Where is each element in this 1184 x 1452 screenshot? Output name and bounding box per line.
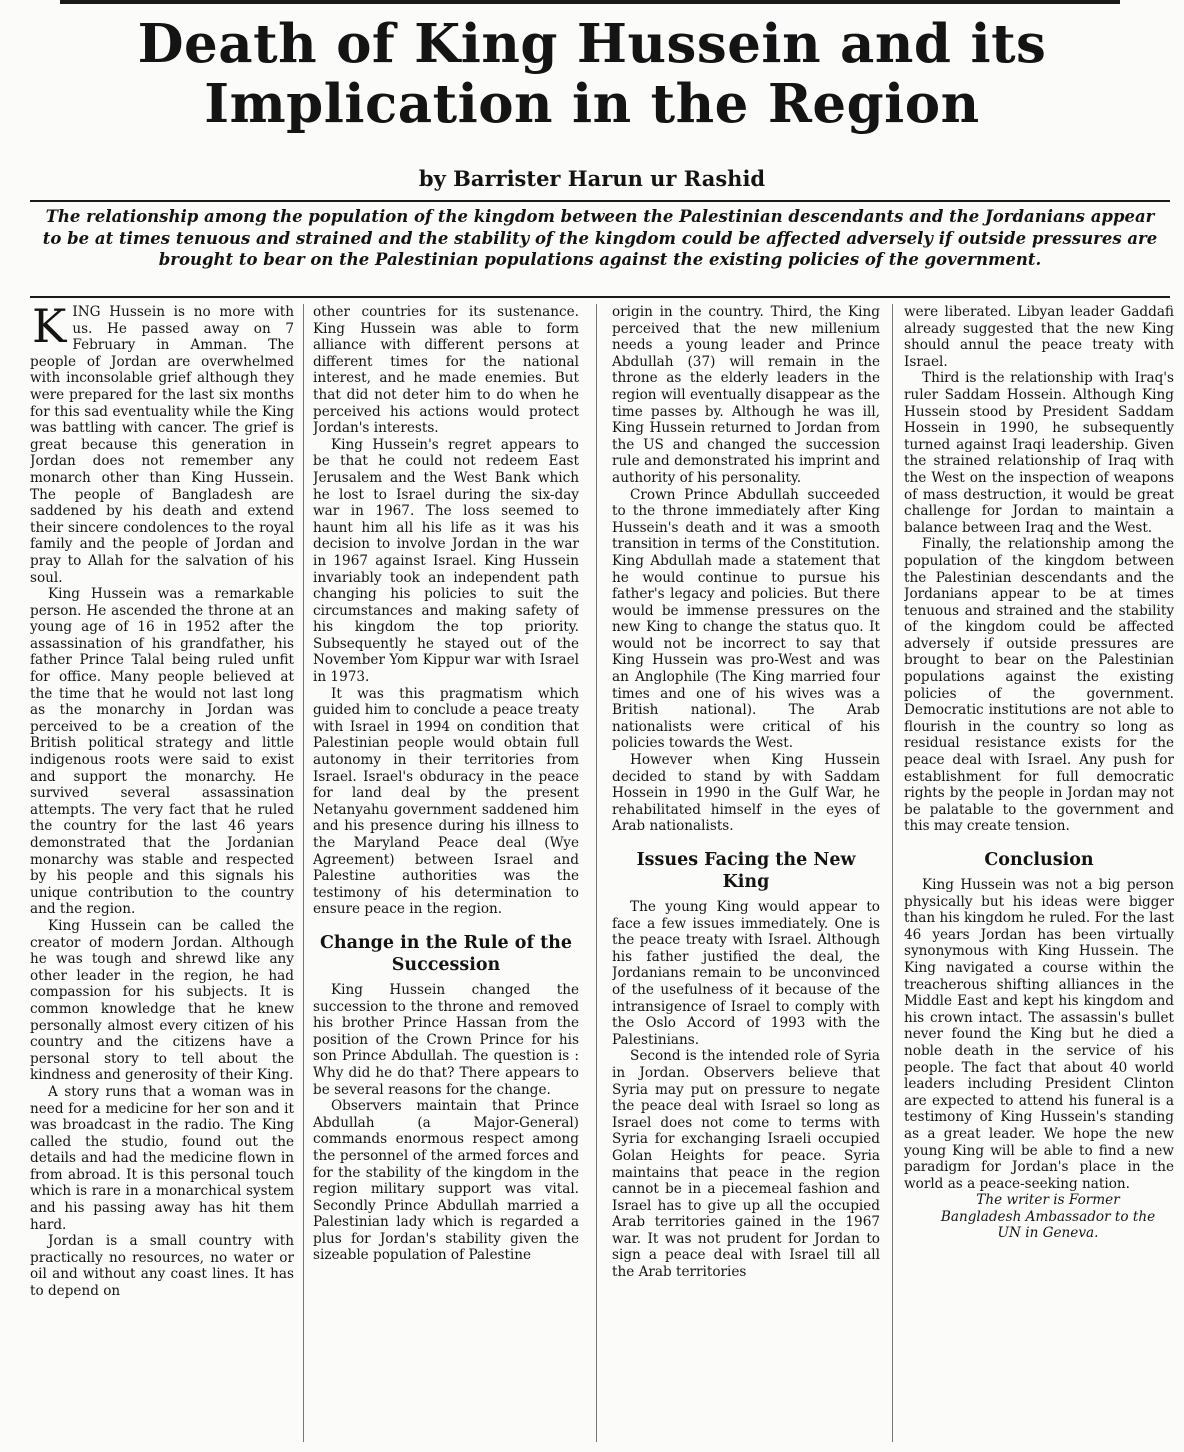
standfirst: The relationship among the population of the kingdom between the Palestinian descendants and the Jordanians appear to be at times tenuous and strained and the stability of the kingdom could be affected adversely if outside pressures are brought to bear on the Palestinian populations against the existing policies of the government. — [42, 207, 1158, 269]
paragraph: were liberated. Libyan leader Gaddafi already suggested that the new King should annul the peace treaty with Israel. — [904, 304, 1174, 370]
column-4 — [904, 304, 1174, 1442]
headline: Death of King Hussein and its Implication in the Region — [137, 13, 1047, 135]
paragraph: Crown Prince Abdullah succeeded to the throne immediately after King Hussein's death and it was a smooth transition in terms of the Constitution. King Abdullah made a statement that he would continue to pursue his father's legacy and policies. But there would be immense pressures on the new King to change the status quo. It would not be incorrect to say that King Hussein was pro-West and was an Anglophile (The King married four times and one of his wives was a British national). The Arab nationalists were critical of his policies towards the West. — [612, 486, 880, 752]
section-heading: Change in the Rule of the Succession — [319, 932, 573, 975]
paragraph: However when King Hussein decided to stand by with Saddam Hossein in 1990 in the Gulf War, he rehabilitated himself in the eyes of Arab nationalists. — [612, 752, 880, 835]
byline: by Barrister Harun ur Rashid — [418, 166, 766, 191]
paragraph: Observers maintain that Prince Abdullah (a Major-General) commands enormous respect among the personnel of the armed forces and for the stability of the kingdom in the region military support was vital. Secondly Prince Abdullah married a Palestinian lady which is regarded a plus for Jordan's stability given the sizeable population of Palestine — [313, 1098, 579, 1264]
paragraph: King Hussein changed the succession to the throne and removed his brother Prince Hassan from the position of the Crown Prince for his son Prince Abdullah. The question is : Why did he do that? There appears to be several reasons for the change. — [313, 981, 579, 1098]
standfirst-top-rule — [30, 200, 1170, 202]
paragraph: The young King would appear to face a few issues immediately. One is the peace treaty with Israel. Although his father justified the deal, the Jordanians remain to be unconvinced of the usefulness of it because of the intransigence of Israel to comply with the Oslo Accord of 1993 with the Palestinians. — [612, 899, 880, 1048]
paragraph: King Hussein was a remarkable person. He ascended the throne at an young age of 16 in 1952 after the assassination of his grandfather, his father Prince Talal being ruled unfit for office. Many people believed at the time that he would not last long as the monarchy in Jordan was perceived to be a creation of the British political strategy and little indigenous roots were said to exist and support the monarchy. He survived several assassination attempts. The very fact that he ruled the country for the last 46 years demonstrated that the Jordanian monarchy was stable and respected by his people and this signals his unique contribution to the country and the region. — [30, 586, 294, 918]
section-heading: Conclusion — [984, 850, 1094, 870]
paragraph: King Hussein's regret appears to be that he could not redeem East Jerusalem and the West Bank which he lost to Israel during the six-day war in 1967. The loss seemed to haunt him all his life as it was his decision to involve Jordan in the war in 1967 against Israel. King Hussein invariably took an independent path changing his policies to suit the circumstances and making safety of his kingdom the top priority. Subsequently he stayed out of the November Yom Kippur war with Israel in 1973. — [313, 436, 579, 686]
paragraph: King Hussein was not a big person physically but his ideas were bigger than his kingdom he ruled. For the last 46 years Jordan has been virtually synonymous with King Hussein. The King navigated a course within the treacherous shifting alliances in the Middle East and kept his kingdom and his crown intact. The assassin's bullet never found the King but he died a noble death in the service of his people. The fact that about 40 world leaders including President Clinton are expected to attend his funeral is a testimony of King Hussein's standing as a great leader. We hope the new young King will be able to find a new paradigm for Jordan's place in the world as a peace-seeking nation. — [904, 877, 1174, 1192]
paragraph: King Hussein can be called the creator of modern Jordan. Although he was tough and shrewd like any other leader in the region, he had compassion for his subjects. It is common knowledge that he knew personally almost every citizen of his country and the citizens have a personal story to tell about the kindness and generosity of their King. — [30, 917, 294, 1084]
paragraph: A story runs that a woman was in need for a medicine for her son and it was broadcast in the radio. The King called the studio, found out the details and had the medicine flown in from abroad. It is this personal touch which is rare in a monarchical system and his passing away has hit them hard. — [30, 1083, 294, 1233]
paragraph: Third is the relationship with Iraq's ruler Saddam Hossein. Although King Hussein stood by President Saddam Hossein in 1990, he subsequently turned against Iraqi leadership. Given the strained relationship of Iraq with the West on the inspection of weapons of mass destruction, it would be great challenge for Jordan to maintain a balance between Iraq and the West. — [904, 370, 1174, 536]
paragraph: other countries for its sustenance. King Hussein was able to form alliance with different persons at different times for the national interest, and he made enemies. But that did not deter him to do when he perceived his actions would protect Jordan's interests. — [313, 304, 579, 437]
column-divider — [596, 304, 597, 1442]
section-heading: Issues Facing the New King — [636, 850, 856, 892]
paragraph: KING Hussein is no more with us. He passed away on 7 February in Amman. The people of Jordan are overwhelmed with inconsolable grief although they were prepared for the last six months for this sad eventuality while the King was battling with cancer. The grief is great because this generation in Jordan does not remember any monarch other than King Hussein. The people of Bangladesh are saddened by his death and extend their sincere condolences to the royal family and the people of Jordan and pray to Allah for the salvation of his soul. — [30, 304, 294, 586]
column-divider — [892, 304, 893, 1442]
column-1 — [30, 304, 294, 1442]
paragraph: Finally, the relationship among the population of the kingdom between the Palestinian descendants and the Jordanians appear to be at times tenuous and strained and the stability of the kingdom could be affected adversely if outside pressures are brought to bear on the Palestinian populations against the existing policies of the government. Democratic institutions are not able to flourish in the country so long as residual resistance exists for the peace deal with Israel. Any push for establishment for full democratic rights by the people in Jordan may not be palatable to the government and this may create tension. — [904, 536, 1174, 835]
column-3 — [612, 304, 880, 1442]
column-divider — [303, 304, 304, 1442]
paragraph: Jordan is a small country with practically no resources, no water or oil and without any coast lines. It has to depend on — [30, 1233, 294, 1300]
top-rule — [60, 0, 1120, 4]
column-2 — [313, 304, 579, 1442]
standfirst-bottom-rule — [30, 296, 1170, 298]
drop-cap: K — [32, 304, 67, 353]
author-note: The writer is Former Bangladesh Ambassador to the UN in Geneva. — [940, 1192, 1156, 1242]
paragraph: It was this pragmatism which guided him to conclude a peace treaty with Israel in 1994 on condition that Palestinian people would obtain full autonomy in their territories from Israel. Israel's obduracy in the peace for land deal by the present Netanyahu government saddened him and his presence during his illness to the Maryland Peace deal (Wye Agreement) between Israel and Palestine authorities was the testimony of his determination to ensure peace in the region. — [313, 685, 579, 918]
paragraph: Second is the intended role of Syria in Jordan. Observers believe that Syria may put on pressure to negate the peace deal with Israel so long as Israel does not come to terms with Syria for exchanging Israeli occupied Golan Heights for peace. Syria maintains that peace in the region cannot be in a piecemeal fashion and Israel has to give up all the occupied Arab territories gained in the 1967 war. It was not prudent for Jordan to sign a peace deal with Israel till all the Arab territories — [612, 1048, 880, 1281]
paragraph: origin in the country. Third, the King perceived that the new millenium needs a young leader and Prince Abdullah (37) will remain in the throne as the elderly leaders in the region will eventually disappear as the time passes by. Although he was ill, King Hussein returned to Jordan from the US and changed the succession rule and demonstrated his imprint and authority of his personality. — [612, 304, 880, 486]
